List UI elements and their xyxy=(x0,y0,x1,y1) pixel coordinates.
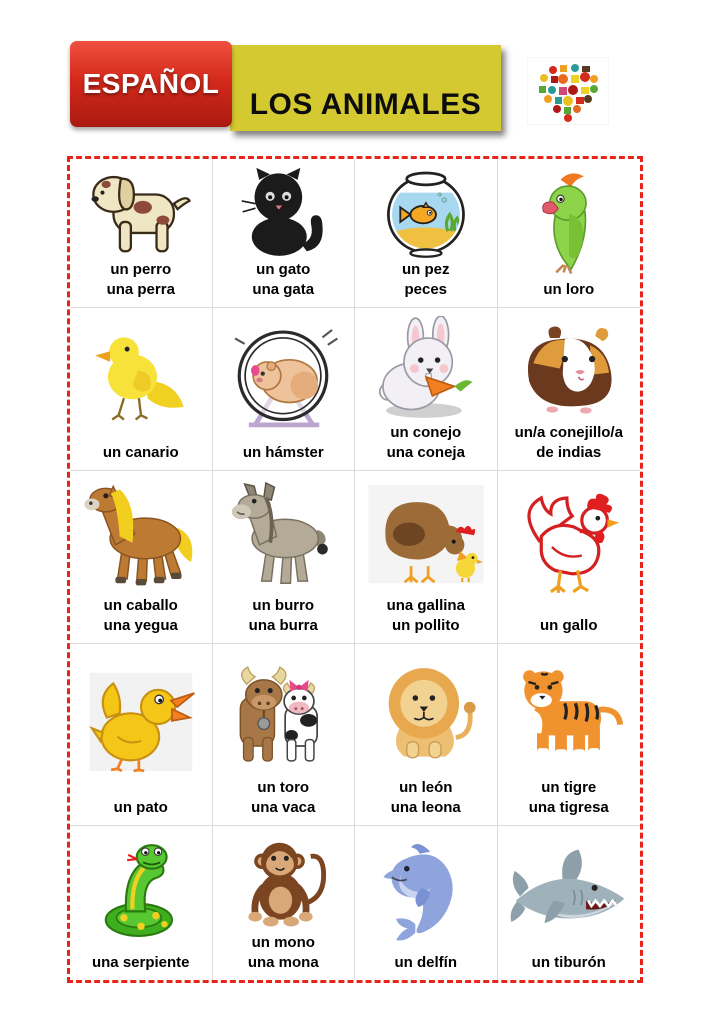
animal-label-group xyxy=(92,953,190,973)
page-title: LOS ANIMALES xyxy=(249,88,482,121)
tiger-icon xyxy=(501,650,638,778)
animal-label-group xyxy=(107,260,175,300)
animal-label: un gato xyxy=(256,261,311,279)
animal-label: un gallo xyxy=(540,617,598,635)
flashcard-cat xyxy=(213,159,356,308)
snake-icon xyxy=(73,832,209,953)
animal-grid xyxy=(70,159,640,980)
flashcard-duck xyxy=(70,644,213,826)
flashcard-hen-chick xyxy=(355,471,498,644)
dog-icon xyxy=(73,165,209,260)
rooster-icon xyxy=(501,477,638,616)
canary-icon xyxy=(73,314,209,443)
flashcard-shark xyxy=(498,826,641,980)
cat-icon xyxy=(216,165,352,260)
hamster-icon xyxy=(216,314,352,443)
animal-label: una leona xyxy=(390,799,461,817)
flashcard-board xyxy=(67,156,643,983)
animal-label: un conejo xyxy=(390,424,462,442)
animal-label-group xyxy=(387,596,465,636)
flashcard-fishbowl xyxy=(355,159,498,308)
animal-label: un pollito xyxy=(392,617,460,635)
animal-label-group xyxy=(251,778,315,818)
bull-cow-icon xyxy=(216,650,352,778)
flashcard-rabbit xyxy=(355,308,498,471)
animal-label-group xyxy=(395,953,458,973)
animal-label-group xyxy=(104,596,178,636)
animal-label: un perro xyxy=(110,261,172,279)
animal-label: una yegua xyxy=(103,617,178,635)
animal-label-group xyxy=(248,933,319,973)
monkey-icon xyxy=(216,832,352,933)
dolphin-icon xyxy=(358,832,494,953)
animal-label-group xyxy=(515,423,623,463)
animal-label: un toro xyxy=(257,779,310,797)
animal-label: una perra xyxy=(106,281,175,299)
animal-label: peces xyxy=(404,281,448,299)
animal-label: una vaca xyxy=(251,799,316,817)
animal-label-group xyxy=(402,260,450,300)
animal-label: un loro xyxy=(543,281,595,299)
animal-label-group xyxy=(387,423,465,463)
animal-label: de indias xyxy=(536,444,602,462)
flashcard-tiger xyxy=(498,644,641,826)
duck-icon xyxy=(73,650,209,798)
parrot-icon xyxy=(501,165,638,280)
animal-label: un hámster xyxy=(242,444,324,462)
flashcard-rooster xyxy=(498,471,641,644)
flashcard-dog xyxy=(70,159,213,308)
shark-icon xyxy=(501,832,638,953)
fishbowl-icon xyxy=(358,165,494,260)
animal-label: un burro xyxy=(252,597,315,615)
animal-label-group xyxy=(532,953,606,973)
animal-label: una mona xyxy=(247,954,319,972)
animal-label: una coneja xyxy=(386,444,465,462)
animal-label-group xyxy=(543,280,594,300)
animal-label-group xyxy=(540,616,598,636)
animal-label: un león xyxy=(399,779,453,797)
animal-label: un caballo xyxy=(103,597,178,615)
spain-heart-collage-icon xyxy=(527,57,609,125)
animal-label: un pez xyxy=(402,261,450,279)
animal-label: una gata xyxy=(252,281,315,299)
hen-chick-icon xyxy=(358,477,494,596)
animal-label: una tigresa xyxy=(528,799,609,817)
flashcard-guinea-pig xyxy=(498,308,641,471)
animal-label: un tiburón xyxy=(531,954,606,972)
animal-label: un canario xyxy=(102,444,179,462)
animal-label-group xyxy=(114,798,168,818)
animal-label: un mono xyxy=(251,934,315,952)
lion-icon xyxy=(358,650,494,778)
espanol-badge xyxy=(70,41,232,127)
flashcard-monkey xyxy=(213,826,356,980)
animal-label-group xyxy=(249,596,318,636)
flashcard-donkey xyxy=(213,471,356,644)
rabbit-icon xyxy=(358,314,494,423)
animal-label: una gallina xyxy=(386,597,465,615)
animal-label: un tigre xyxy=(541,779,597,797)
animal-label-group xyxy=(103,443,179,463)
flashcard-hamster xyxy=(213,308,356,471)
horse-icon xyxy=(73,477,209,596)
flashcard-canary xyxy=(70,308,213,471)
flashcard-lion xyxy=(355,644,498,826)
flashcard-snake xyxy=(70,826,213,980)
animal-label-group xyxy=(391,778,461,818)
espanol-badge-label: ESPAÑOL xyxy=(82,68,220,99)
flashcard-parrot xyxy=(498,159,641,308)
animal-label: un delfín xyxy=(394,954,457,972)
animal-label: un/a conejillo/a xyxy=(514,424,623,442)
animal-label: un pato xyxy=(113,799,168,817)
guinea-pig-icon xyxy=(501,314,638,423)
animal-label: una burra xyxy=(248,617,318,635)
animal-label-group xyxy=(243,443,324,463)
flashcard-bull-cow xyxy=(213,644,356,826)
page-title-bar xyxy=(230,45,501,131)
donkey-icon xyxy=(216,477,352,596)
flashcard-horse xyxy=(70,471,213,644)
animal-label-group xyxy=(529,778,609,818)
animal-label: una serpiente xyxy=(91,954,190,972)
flashcard-dolphin xyxy=(355,826,498,980)
animal-label-group xyxy=(252,260,314,300)
